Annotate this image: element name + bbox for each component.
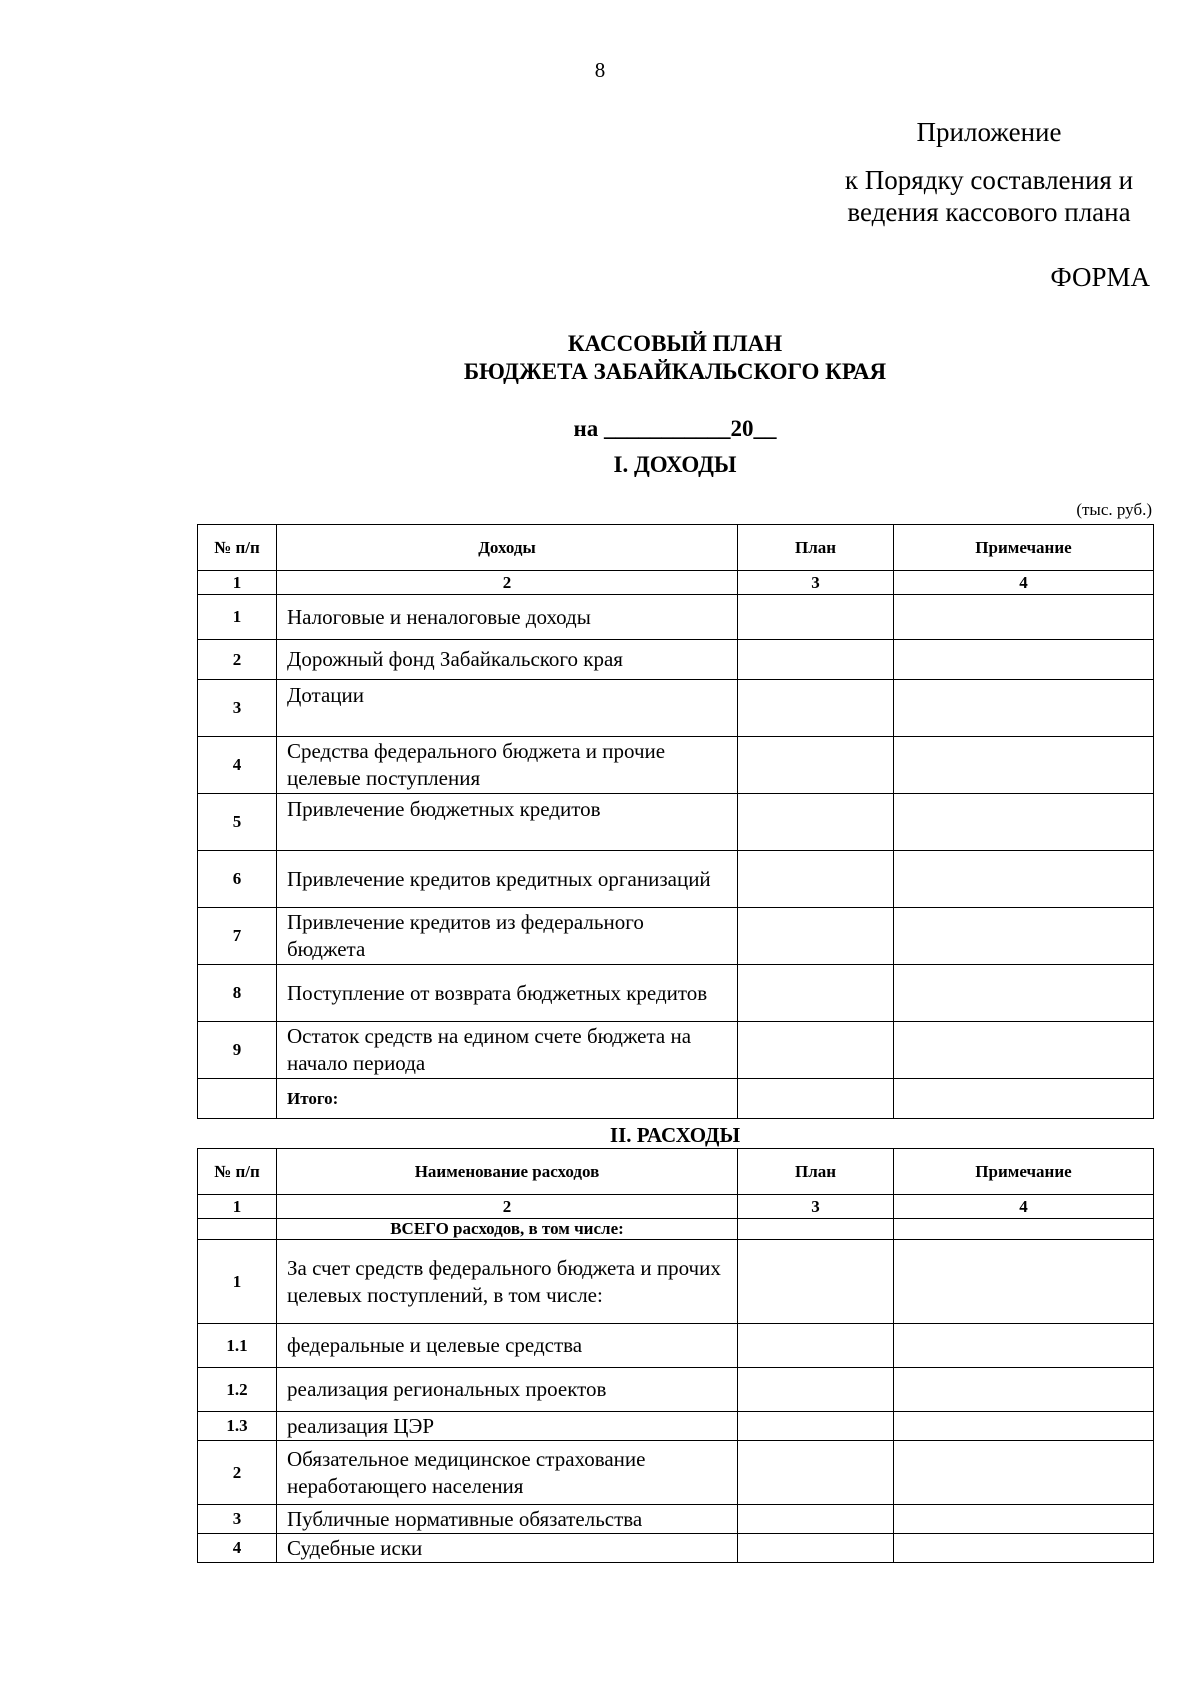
- expenses-row-name: федеральные и целевые средства: [277, 1324, 738, 1368]
- income-row-num: 1: [198, 595, 277, 640]
- expenses-row-name: реализация ЦЭР: [277, 1412, 738, 1441]
- expenses-row-plan-cell: [738, 1505, 894, 1534]
- expenses-row-plan-cell: [738, 1324, 894, 1368]
- expenses-colnum-4: 4: [894, 1195, 1154, 1219]
- expenses-row-num: 1.2: [198, 1368, 277, 1412]
- income-row-note-cell: [894, 1022, 1154, 1079]
- income-row-num: 9: [198, 1022, 277, 1079]
- income-row: [198, 908, 1154, 965]
- income-total-label: Итого:: [277, 1079, 738, 1119]
- expenses-row-num: 1: [198, 1240, 277, 1324]
- income-row-name: Налоговые и неналоговые доходы: [277, 595, 738, 640]
- appendix-reference-line-2: ведения кассового плана: [847, 197, 1131, 227]
- income-column-numbers-row: [198, 571, 1154, 595]
- expenses-row-plan-cell: [738, 1412, 894, 1441]
- expenses-row-name: Судебные иски: [277, 1534, 738, 1563]
- income-header-row: [198, 525, 1154, 571]
- expenses-column-numbers-row: [198, 1195, 1154, 1219]
- expenses-row-note-cell: [894, 1324, 1154, 1368]
- income-row-num: 8: [198, 965, 277, 1022]
- expenses-row: [198, 1412, 1154, 1441]
- expenses-section-title: II. РАСХОДЫ: [609, 1123, 741, 1147]
- income-total-row: [198, 1079, 1154, 1119]
- expenses-row-num: 1.3: [198, 1412, 277, 1441]
- expenses-row: [198, 1324, 1154, 1368]
- income-row-num: 2: [198, 640, 277, 680]
- form-label: ФОРМА: [1050, 262, 1150, 292]
- expenses-row-note-cell: [894, 1412, 1154, 1441]
- income-row-name: Средства федерального бюджета и прочие целевые поступления: [277, 737, 738, 794]
- units-label: (тыс. руб.): [1076, 500, 1152, 519]
- income-row-note-cell: [894, 908, 1154, 965]
- income-row-plan-cell: [738, 965, 894, 1022]
- income-row: [198, 1022, 1154, 1079]
- expenses-all-plan-cell: [738, 1219, 894, 1240]
- expenses-row-num: 4: [198, 1534, 277, 1563]
- income-row: [198, 851, 1154, 908]
- income-total-plan-cell: [738, 1079, 894, 1119]
- income-row-plan-cell: [738, 851, 894, 908]
- expenses-header-plan: План: [738, 1149, 894, 1195]
- expenses-all-label: ВСЕГО расходов, в том числе:: [277, 1219, 738, 1240]
- expenses-row-name: Обязательное медицинское страхование неработающего населения: [277, 1441, 738, 1505]
- document-title: [0, 330, 1200, 386]
- expenses-header-row: [198, 1149, 1154, 1195]
- income-row-note-cell: [894, 851, 1154, 908]
- expenses-row-name: Публичные нормативные обязательства: [277, 1505, 738, 1534]
- income-row-name: Дотации: [277, 680, 738, 737]
- income-row: [198, 680, 1154, 737]
- appendix-title: Приложение: [916, 117, 1062, 147]
- income-colnum-3: 3: [738, 571, 894, 595]
- income-row-plan-cell: [738, 1022, 894, 1079]
- appendix-reference: [824, 164, 1154, 228]
- expenses-row-plan-cell: [738, 1240, 894, 1324]
- income-row-name: Поступление от возврата бюджетных кредитов: [277, 965, 738, 1022]
- income-row-plan-cell: [738, 737, 894, 794]
- income-colnum-1: 1: [198, 571, 277, 595]
- expenses-row: [198, 1534, 1154, 1563]
- expenses-colnum-2: 2: [277, 1195, 738, 1219]
- income-row: [198, 794, 1154, 851]
- income-row-num: 5: [198, 794, 277, 851]
- document-title-line-1: КАССОВЫЙ ПЛАН: [567, 331, 783, 356]
- income-header-num: № п/п: [198, 525, 277, 571]
- income-row-name: Привлечение бюджетных кредитов: [277, 794, 738, 851]
- income-total-num-cell: [198, 1079, 277, 1119]
- income-row-name: Привлечение кредитов из федерального бюджета: [277, 908, 738, 965]
- income-row: [198, 965, 1154, 1022]
- income-header-note: Примечание: [894, 525, 1154, 571]
- expenses-row: [198, 1505, 1154, 1534]
- page-number: 8: [594, 58, 606, 82]
- income-section-title: I. ДОХОДЫ: [613, 452, 737, 477]
- income-row: [198, 737, 1154, 794]
- expenses-row-note-cell: [894, 1534, 1154, 1563]
- expenses-row: [198, 1368, 1154, 1412]
- expenses-row-name: реализация региональных проектов: [277, 1368, 738, 1412]
- expenses-row-note-cell: [894, 1240, 1154, 1324]
- income-row-plan-cell: [738, 680, 894, 737]
- expenses-row-num: 2: [198, 1441, 277, 1505]
- expenses-row-note-cell: [894, 1441, 1154, 1505]
- income-row-note-cell: [894, 794, 1154, 851]
- expenses-all-row: [198, 1219, 1154, 1240]
- expenses-row: [198, 1441, 1154, 1505]
- document-title-line-2: БЮДЖЕТА ЗАБАЙКАЛЬСКОГО КРАЯ: [463, 359, 887, 384]
- income-row-plan-cell: [738, 595, 894, 640]
- expenses-table: [197, 1148, 1154, 1563]
- income-table: [197, 524, 1154, 1119]
- income-header-name: Доходы: [277, 525, 738, 571]
- expenses-row-note-cell: [894, 1505, 1154, 1534]
- income-total-note-cell: [894, 1079, 1154, 1119]
- expenses-row-plan-cell: [738, 1441, 894, 1505]
- expenses-row-num: 1.1: [198, 1324, 277, 1368]
- period-line: на ___________20__: [573, 416, 777, 441]
- income-row-num: 4: [198, 737, 277, 794]
- income-row-name: Остаток средств на едином счете бюджета на начало периода: [277, 1022, 738, 1079]
- income-row-plan-cell: [738, 640, 894, 680]
- income-row-plan-cell: [738, 908, 894, 965]
- expenses-row: [198, 1240, 1154, 1324]
- income-row: [198, 640, 1154, 680]
- income-row: [198, 595, 1154, 640]
- expenses-row-name: За счет средств федерального бюджета и прочих целевых поступлений, в том числе:: [277, 1240, 738, 1324]
- expenses-all-num-cell: [198, 1219, 277, 1240]
- expenses-row-num: 3: [198, 1505, 277, 1534]
- income-row-num: 3: [198, 680, 277, 737]
- income-row-plan-cell: [738, 794, 894, 851]
- income-row-num: 7: [198, 908, 277, 965]
- income-row-name: Дорожный фонд Забайкальского края: [277, 640, 738, 680]
- expenses-colnum-1: 1: [198, 1195, 277, 1219]
- expenses-header-name: Наименование расходов: [277, 1149, 738, 1195]
- expenses-row-plan-cell: [738, 1368, 894, 1412]
- income-colnum-4: 4: [894, 571, 1154, 595]
- income-row-note-cell: [894, 737, 1154, 794]
- appendix-reference-line-1: к Порядку составления и: [844, 165, 1134, 195]
- income-row-note-cell: [894, 965, 1154, 1022]
- income-row-note-cell: [894, 595, 1154, 640]
- expenses-colnum-3: 3: [738, 1195, 894, 1219]
- income-row-note-cell: [894, 680, 1154, 737]
- income-row-num: 6: [198, 851, 277, 908]
- expenses-all-note-cell: [894, 1219, 1154, 1240]
- expenses-header-num: № п/п: [198, 1149, 277, 1195]
- income-row-name: Привлечение кредитов кредитных организаций: [277, 851, 738, 908]
- income-colnum-2: 2: [277, 571, 738, 595]
- income-header-plan: План: [738, 525, 894, 571]
- expenses-header-note: Примечание: [894, 1149, 1154, 1195]
- income-row-note-cell: [894, 640, 1154, 680]
- expenses-row-plan-cell: [738, 1534, 894, 1563]
- expenses-row-note-cell: [894, 1368, 1154, 1412]
